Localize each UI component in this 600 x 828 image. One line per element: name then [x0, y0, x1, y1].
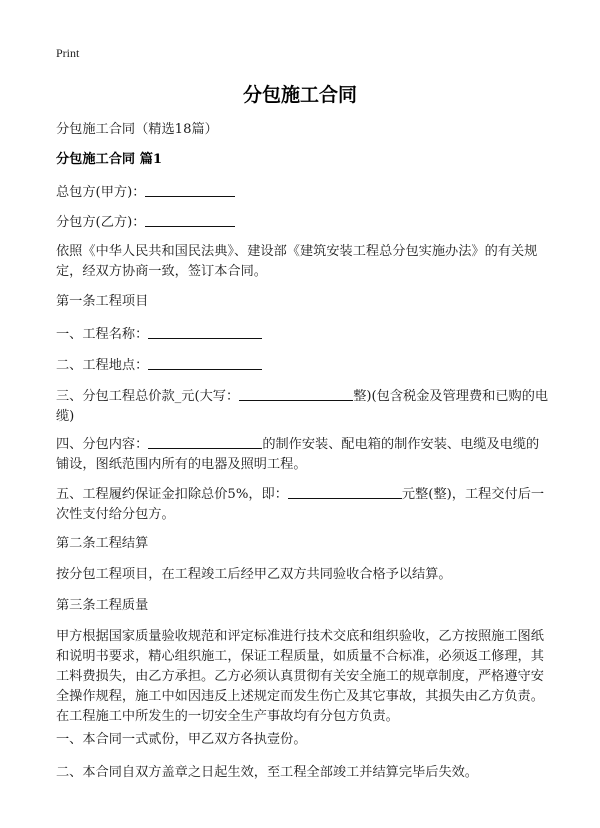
item2-blank	[148, 355, 262, 370]
party-b-blank	[145, 212, 235, 227]
item1-blank	[148, 324, 262, 339]
item5-suffix: 元整(整)，工程交付后一次性支付给分包方。	[56, 487, 545, 522]
article2-heading: 第二条工程结算	[56, 536, 149, 551]
item4-prefix: 四、分包内容：	[56, 437, 149, 452]
item3-paragraph	[56, 386, 550, 427]
item4-suffix: 的制作安装、配电箱的制作安装、电缆及电缆的铺设，图纸范围内所有的电器及照明工程。	[56, 437, 540, 472]
document-subtitle: 分包施工合同（精选18篇）	[56, 122, 218, 137]
intro-paragraph: 依照《中华人民共和国民法典》、建设部《建筑安装工程总分包实施办法》的有关规定，经双方协商一致，签订本合同。	[56, 244, 538, 279]
item1-line	[56, 324, 550, 345]
item5-paragraph	[56, 484, 550, 525]
article3-body: 甲方根据国家质量验收规范和评定标准进行技术交底和组织验收，乙方按照施工图纸和说明书要求，精心组织施工，保证工程质量，如质量不合标准，必须返工修理，其工料费损失，由乙方承担。乙方必须认真贯彻有关安全施工的规章制度，严格遵守安全操作规程，施工中如因违反上述规定而发生伤亡及其它事故，其损失由乙方负责。在工程施工中所发生的一切安全生产事故均有分包方负责。	[56, 629, 544, 724]
party-b-label: 分包方(乙方)：	[56, 215, 146, 230]
item2-line	[56, 355, 550, 376]
article2-body: 按分包工程项目，在工程竣工后经甲乙双方共同验收合格予以结算。	[56, 567, 452, 582]
print-label: Print	[56, 46, 80, 60]
item3-blank	[239, 386, 353, 401]
item1-label: 一、工程名称：	[56, 327, 149, 342]
item3-prefix: 三、分包工程总价款_元(大写：	[56, 389, 240, 404]
item4-paragraph	[56, 434, 550, 475]
party-a-label: 总包方(甲方)：	[56, 185, 146, 200]
item3-suffix: 整)(包含税金及管理费和已购的电缆)	[56, 389, 549, 424]
item4-blank	[148, 434, 262, 449]
document-title: 分包施工合同	[242, 84, 357, 106]
clause2: 二、本合同自双方盖章之日起生效，至工程全部竣工并结算完毕后失效。	[56, 765, 478, 780]
party-a-line	[56, 182, 550, 203]
item5-prefix: 五、工程履约保证金扣除总价5%，即：	[56, 487, 288, 502]
item2-label: 二、工程地点：	[56, 358, 149, 373]
party-a-blank	[145, 182, 235, 197]
clause1: 一、本合同一式贰份，甲乙双方各执壹份。	[56, 732, 307, 747]
item5-blank	[288, 484, 402, 499]
party-b-line	[56, 212, 550, 233]
article1-heading: 第一条工程项目	[56, 294, 149, 309]
section-heading: 分包施工合同 篇1	[56, 152, 163, 167]
article3-heading: 第三条工程质量	[56, 598, 149, 613]
